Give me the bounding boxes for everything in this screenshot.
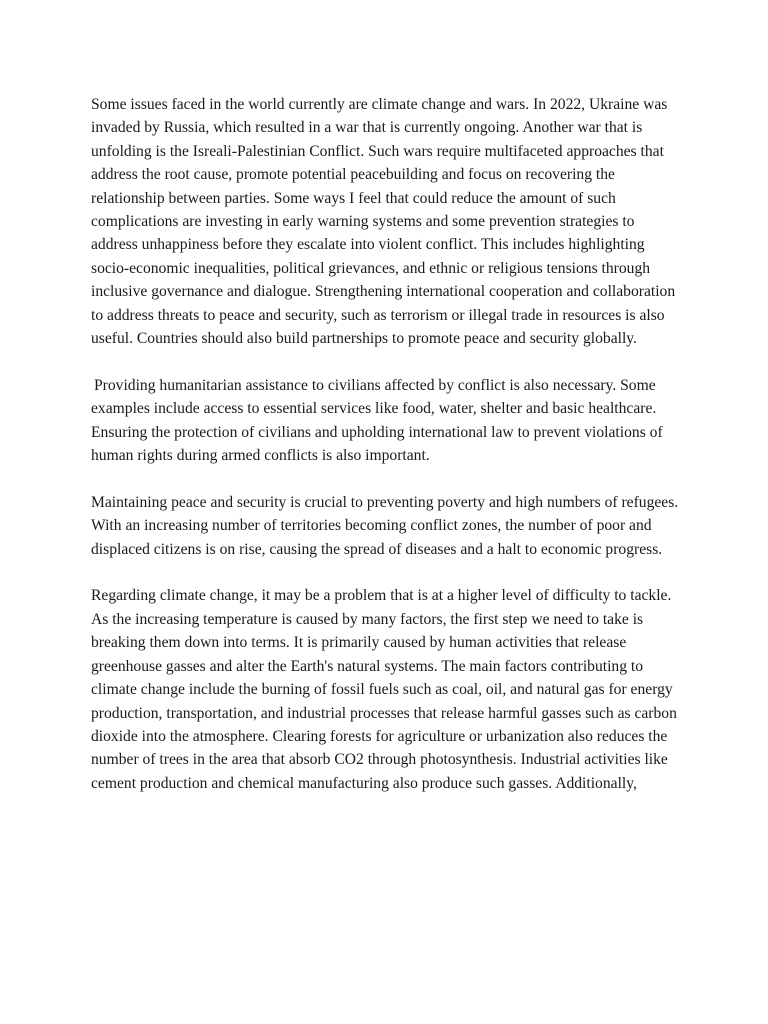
paragraph-peace-security: Maintaining peace and security is crucial to preventing poverty and high numbers of refugees. With an increasing number of territories becoming conflict zones, the number of poor and displaced citizens is on rise, causing the spread of diseases and a halt to economic progress. — [91, 493, 679, 558]
paragraph-humanitarian-assistance: Providing humanitarian assistance to civilians affected by conflict is also necessary. Some examples include access to essential services like food, water, shelter and basic healthcare. Ensuring the protection of civilians and upholding international law to prevent violations of human rights during armed conflicts is also important. — [91, 376, 663, 465]
document-body — [91, 93, 681, 819]
paragraph-wars: Some issues faced in the world currently are climate change and wars. In 2022, Ukraine was invaded by Russia, which resulted in a war that is currently ongoing. Another war that is unfolding is the Isreali-Palestinian Conflict. Such wars require multifaceted approaches that address the root cause, promote potential peacebuilding and focus on recovering the relationship between parties. Some ways I feel that could reduce the amount of such complications are investing in early warning systems and some prevention strategies to address unhappiness before they escalate into violent conflict. This includes highlighting socio-economic inequalities, political grievances, and ethnic or religious tensions through inclusive governance and dialogue. Strengthening international cooperation and collaboration to address threats to peace and security, such as terrorism or illegal trade in resources is also useful. Countries should also build partnerships to promote peace and security globally. — [91, 96, 676, 348]
paragraph-climate-change: Regarding climate change, it may be a problem that is at a higher level of difficulty to tackle. As the increasing temperature is caused by many factors, the first step we need to take is breaking them down into terms. It is primarily caused by human activities that release greenhouse gasses and alter the Earth's natural systems. The main factors contributing to climate change include the burning of fossil fuels such as coal, oil, and natural gas for energy production, transportation, and industrial processes that release harmful gasses such as carbon dioxide into the atmosphere. Clearing forests for agriculture or urbanization also reduces the number of trees in the area that absorb CO2 through photosynthesis. Industrial activities like cement production and chemical manufacturing also produce such gasses. Additionally, — [91, 587, 677, 792]
